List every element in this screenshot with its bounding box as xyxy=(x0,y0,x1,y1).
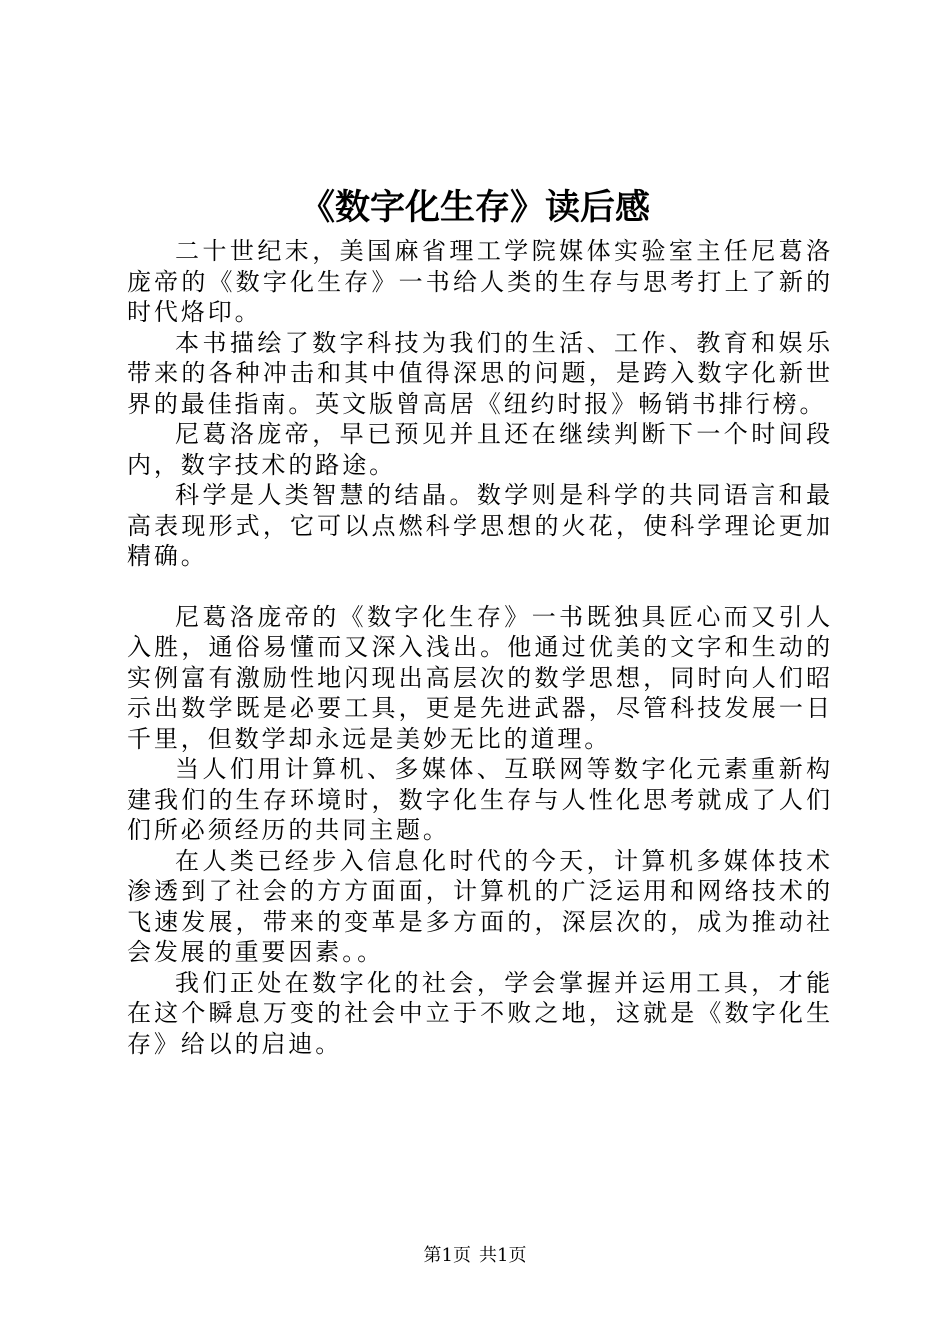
paragraph-2: 本书描绘了数字科技为我们的生活、工作、教育和娱乐带来的各种冲击和其中值得深思的问题，是跨入数字化新世界的最佳指南。英文版曾高居《纽约时报》畅销书排行榜。 xyxy=(127,328,833,418)
page-footer xyxy=(0,1244,950,1268)
paragraph-6: 当人们用计算机、多媒体、互联网等数字化元素重新构建我们的生存环境时，数字化生存与人性化思考就成了人们们所必须经历的共同主题。 xyxy=(127,755,833,844)
paragraph-5: 尼葛洛庞帝的《数字化生存》一书既独具匠心而又引人入胜，通俗易懂而又深入浅出。他通过优美的文字和生动的实例富有激励性地闪现出高层次的数学思想，同时向人们昭示出数学既是必要工具，更是先进武器，尽管科技发展一日千里，但数学却永远是美妙无比的道理。 xyxy=(127,602,833,753)
document-title: 《数字化生存》读后感 xyxy=(299,187,650,228)
document-body xyxy=(127,236,833,1059)
paragraph-1: 二十世纪末，美国麻省理工学院媒体实验室主任尼葛洛庞帝的《数字化生存》一书给人类的生存与思考打上了新的时代烙印。 xyxy=(127,237,833,326)
page-number-current: 第1页 xyxy=(423,1245,471,1266)
paragraph-7: 在人类已经步入信息化时代的今天，计算机多媒体技术渗透到了社会的方方面面，计算机的广泛运用和网络技术的飞速发展，带来的变革是多方面的，深层次的，成为推动社会发展的重要因素。。 xyxy=(127,846,833,966)
paragraph-3: 尼葛洛庞帝，早已预见并且还在继续判断下一个时间段内，数字技术的路途。 xyxy=(127,420,833,479)
paragraph-4: 科学是人类智慧的结晶。数学则是科学的共同语言和最高表现形式，它可以点燃科学思想的火花，使科学理论更加精确。 xyxy=(127,481,833,570)
paragraph-8: 我们正处在数字化的社会，学会掌握并运用工具，才能在这个瞬息万变的社会中立于不败之地，这就是《数字化生存》给以的启迪。 xyxy=(127,968,833,1058)
page-number-total: 共1页 xyxy=(479,1245,527,1266)
paragraph-spacer xyxy=(127,572,833,602)
